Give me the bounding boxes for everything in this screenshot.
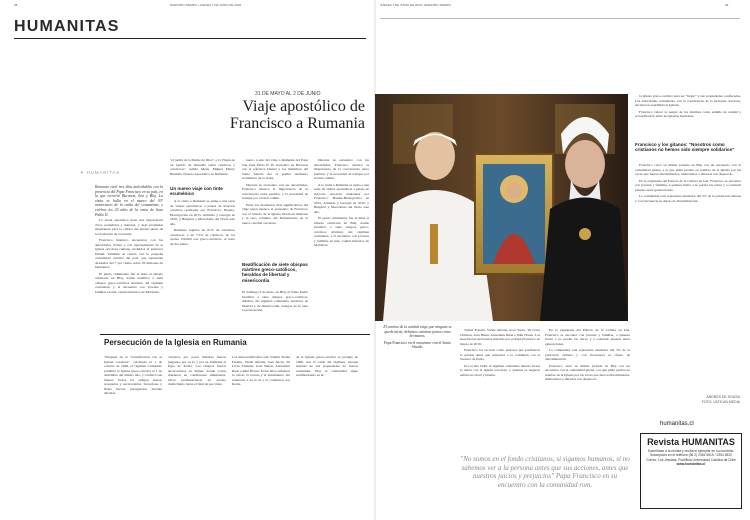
section-rule: [14, 38, 366, 39]
kicker: 31 DE MAYO AL 2 DE JUNIO: [255, 91, 321, 97]
box-title: Persecución de la Iglesia en Rumania: [104, 338, 247, 347]
left-page-number: 28: [14, 3, 18, 7]
left-column-3-after: El domingo 2 de junio, en Blaj, el Santo Padre beatificó a siete obispos greco-católicos, mártires del régimen comunista, heraldos de libertad y de misericordia, testigos de fe ante la persecución.: [242, 290, 308, 312]
ad-body: Suscríbase a la revista y reciba el ejemplar en su domicilio. Suscripción en el teléfono (56 2) 2354 6519 / 2354 6520 Correo: Los Jesuitas, Pontificia Universidad Católica de Chile www.humanitas.cl: [646, 449, 736, 466]
photo-illustration: [375, 94, 628, 321]
left-column-2: A la visita a Rumania se suma a una serie de visitas apostólicas a países de mayoría ortodoxa realizadas por Francisco: Bosnia-Herzegovina en 2015, Armenia y Georgia en 2016, y Bulgaria y Macedonia del Norte este año. Rumania registra un 81% de cristianos ortodoxos, y un 7,5% de católicos, de los cuales 150.000 son greco-católicos, el resto de rito latino.: [170, 199, 235, 246]
left-column-1: La visita apostólica tiene una importancia clave ecuménica y mariana, y dejó profundas enseñanzas para la cultura del aliento pleno de la revelación de la ternura. Francisco mantuvo encuentros con las autoridades civiles y con representantes de la iglesia ortodoxa rumana, incluidos el patriarca Daniel. También se reunió con la pequeña comunidad católica del país, que representa alrededor del 7 por ciento sobre 20 millones de habitantes. El punto culminante fue la misa el sábado celebrada en Blaj, donde beatificó a siete obispos greco-católicos mártires del régimen comunista, y el encuentro con jóvenes y familias en Iasi, capital histórica de Moldavia.: [95, 218, 163, 294]
humanitas-logo: ✦ HUMANITAS: [80, 170, 121, 175]
left-column-2-top: "el jardín de la Madre de Dios", a la Virgen en un pueblo de montaña sobre católicos y ortodoxos", señaló Mons. Miguel Maury Buendía, Nuncio Apostólico en Rumania.: [170, 158, 235, 176]
left-column-3: nuevo a este del viaje a Rumania del Papa San Juan Pablo II. El encuentro en Bucarest con el patriarca Daniel y los miembros del Santo Sínodo fue el primer momento ecuménico de la visita. Durante su encuentro con las autoridades, Francisco destacó la importancia de la convivencia entre pueblos, y la necesidad de trabajar por el bien común. Entre los momentos más significativos del viaje papal destaca el encuentro de Francisco con el Sínodo de la Iglesia Ortodoxa Rumana y el rezo conjunto del Padrenuestro en la nueva catedral ortodoxa.: [242, 158, 308, 225]
left-column-4: Durante su encuentro con las autoridades, Francisco destacó la importancia de la convivencia entre pueblos, y la necesidad de trabajar por el bien común. A la visita a Rumania se suma a una serie de visitas apostólicas a países de mayoría ortodoxa realizadas por Francisco: Bosnia-Herzegovina en 2015, Armenia y Georgia en 2016, y Bulgaria y Macedonia del Norte este año. El punto culminante fue la misa el sábado celebrada en Blaj, donde beatificó a siete obispos greco-católicos mártires del régimen comunista, y el encuentro con jóvenes y familias en Iasi, capital histórica de Moldavia.: [314, 158, 369, 247]
photo-pullquote: El camino de la unidad exige que ninguno se quede atrás; debemos caminar juntos como hermanos. Papa Francisco en el encuentro con el Santo Sínodo.: [383, 325, 452, 350]
box-column-4: de la Iglesia greco-católica se produjo en 1990, tras la caída del régimen, aunque muchas de sus propiedades no fueron restituidas. Hoy la comunidad sigue testimoniando su fe.: [296, 355, 358, 377]
section-title: HUMANITAS: [14, 18, 120, 35]
byline: ANDRÉS DE SOUSA FOTO: VATICAN MEDIA: [701, 395, 740, 404]
right-top-rule: [380, 18, 740, 19]
right-column-c: En la explanada del Palacio de la Cultura en Iasi, Francisco se encontró con jóvenes y familias, a quienes invitó a no perder las raíces y a construir puentes entre generaciones. La comunidad rom representa alrededor del 3% de la población rumana y con frecuencia es objeto de discriminación. Francisco cerró su última jornada en Blaj con un encuentro con la comunidad gitana, a la que pidió perdón en nombre de la Iglesia por las veces que fueron discriminados, maltratados o mirados con desprecio.: [545, 328, 630, 381]
box-column-1: "Después de la "reunificación con la Iglesia ortodoxa", celebrada el 1 de octubre de 1948, el régimen comunista prohibió la Iglesia greco-católica el 1 de diciembre del mismo año, y confiscó sus bienes. Todos los obispos fueron arrestados y encarcelados. Sacerdotes y fieles fueron perseguidos durante décadas.: [104, 355, 162, 395]
website-link[interactable]: humanitas.cl: [660, 421, 694, 427]
subhead-gypsies: Francisco y los gitanos: "Nosotros como cristianos no hemos sido siempre solidarios": [635, 142, 735, 153]
box-column-3: Los siete beatificados son: Valeriu Traian Frentiu, Vasile Aftenie, Ioan Suciu, Tit Liviu Chinezu, Ioan Balan, Alexandru Rusu e Iuliu Hossu. Todos ellos sufrieron la cárcel, la tortura y el aislamiento, sin renunciar a su fe ni a la comunión con Roma.: [232, 355, 290, 386]
box-top-rule: [100, 334, 370, 335]
subhead-beatification: Beatificación de siete obispos mártires greco-católicos, heraldos de libertad y misericordia: [242, 262, 308, 283]
pope-patriarch-photo: [375, 94, 628, 321]
subscription-ad: [640, 433, 742, 509]
right-column-a-after: Francisco cerró su última jornada en Blaj con un encuentro con la comunidad gitana, a la que pidió perdón en nombre de la Iglesia por las veces que fueron discriminados, maltratados o mirados con desprecio. En la explanada del Palacio de la Cultura en Iasi, Francisco se encontró con jóvenes y familias, a quienes invitó a no perder las raíces y a construir puentes entre generaciones. La comunidad rom representa alrededor del 3% de la población rumana y con frecuencia es objeto de discriminación.: [635, 163, 741, 203]
box-column-2: católicos por pasar mártires fueron juzgados por su fe y por su fidelidad al Papa de Roma. Los obispos fueron encarcelados en Sighet, donde varios murieron en condiciones inhumanas. Otros permanecieron en arresto domiciliario hasta el final de sus vidas.: [168, 355, 226, 386]
right-page-number: 29: [725, 3, 729, 7]
lede: Rumania vivió tres días inolvidables con la presencia del Papa Francisco en su país, en la que recorrió Bucarest, Iasi y Blaj. La visita se halla en el marco del 30° aniversario de la caída del comunismo, y celebra los 20 años de la visita de Juan Pablo II.: [95, 185, 163, 217]
logo-icon: ✦: [80, 170, 85, 175]
right-running-head: JUEVES 7 DE JUNIO DE 2019 | NUESTRO TIEMPO: [380, 3, 451, 7]
right-column-b: Tomás Frentiu, Vasile Aftenie, Ioan Suciu, Tit Liviu Chinezu, Ioan Balan, Alexandru Rusu e Iuliu Hossu. Los siete fueron declarados mártires por el Papa Francisco en marzo de 2019. Francisco los recordó como pastores que prefirieron la prisión antes que renunciar a la comunión con el Sucesor de Pedro. Por el año 1948, el régimen comunista intentó forzar la unión con la Iglesia ortodoxa, y quienes se negaron sufrieron cárcel y muerte.: [460, 328, 540, 377]
bottom-pullquote: "No somos en el fondo cristianos, si sigamos humanos, si no sabemos ver a la persona antes que sus acciones, antes que nuestros juicios y prejuicios" Papa Francisco en su encuentro con la comunidad rom.: [460, 455, 630, 489]
left-running-head: NUESTRO TIEMPO | JUEVES 7 DE JUNIO DE 2019: [170, 3, 241, 7]
right-column-a: la Iglesia greco-católica para ser "llegar" y sus propiedades confiscadas. Las autoridades comunistas, con la connivencia de la jerarquía ortodoxa, declararon suprimida la Iglesia. Francisco valoró la sangre de los mártires como semilla de unidad y reconciliación entre las Iglesias hermanas.: [635, 94, 741, 118]
headline: Viaje apostólico de Francisco a Rumania: [229, 98, 365, 132]
subhead-ecumenical: Un nuevo viaje con tinte ecuménico: [170, 186, 223, 197]
ad-title: Revista HUMANITAS: [647, 437, 735, 447]
